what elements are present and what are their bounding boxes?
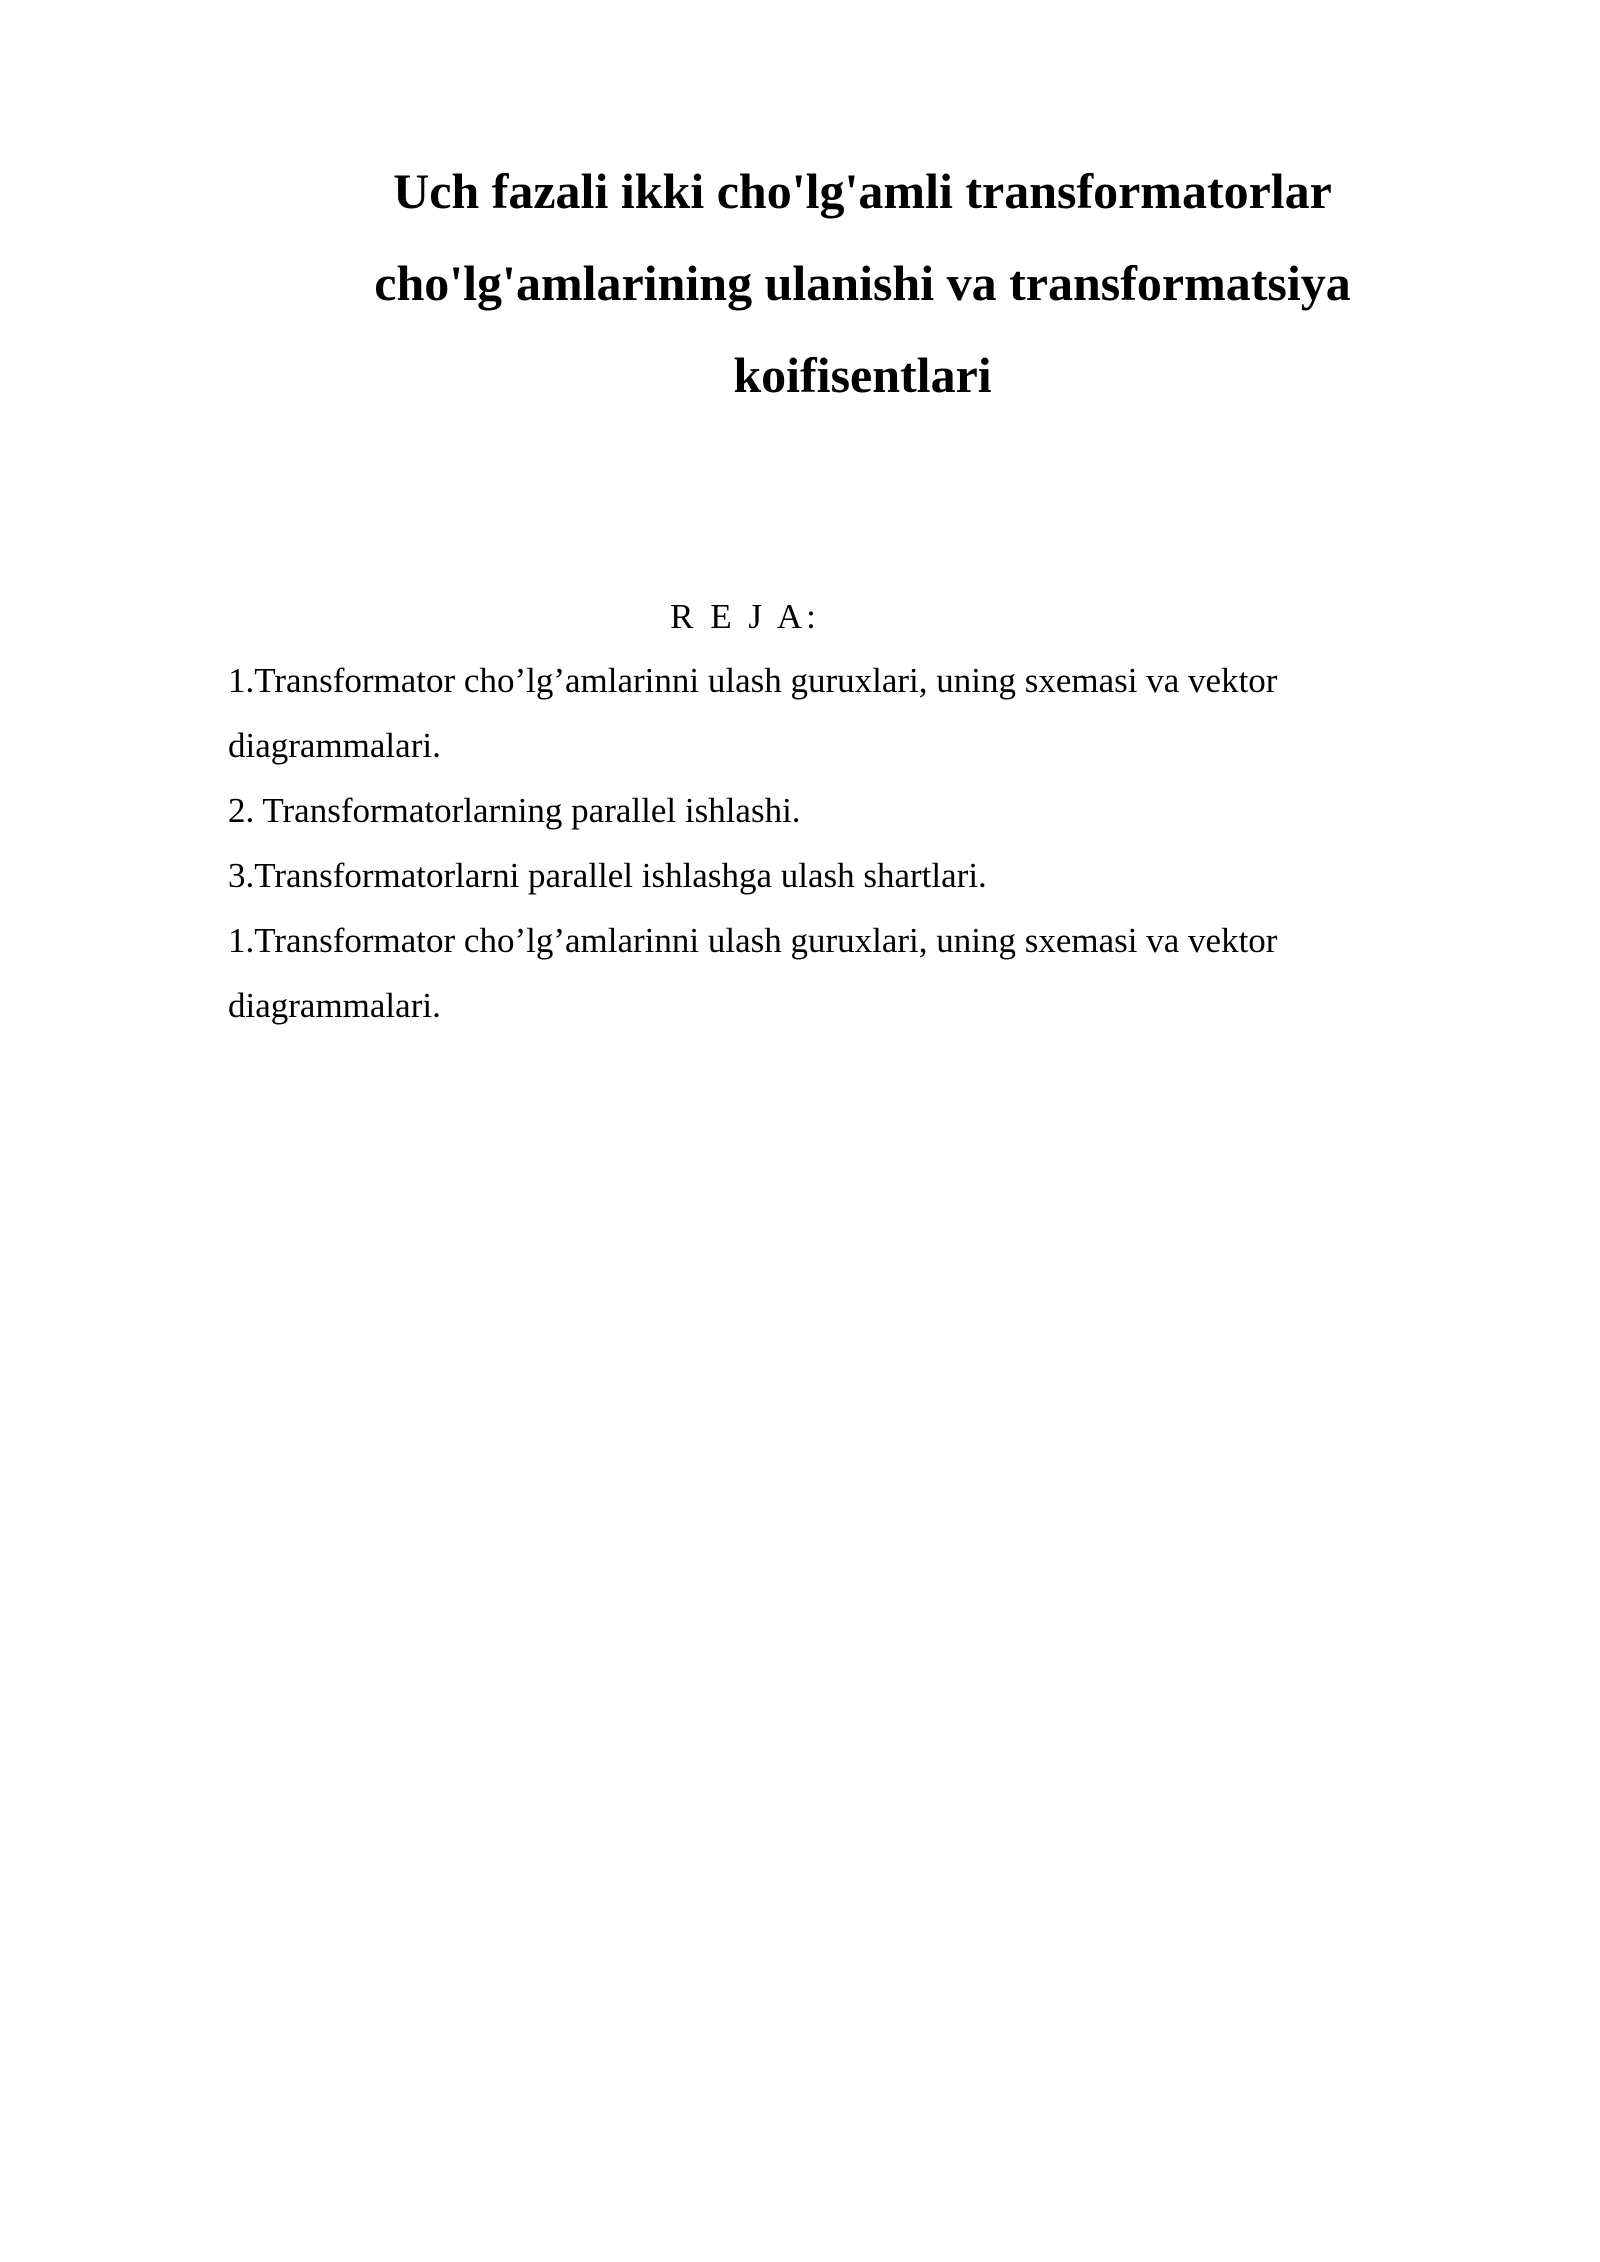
title-line-3: koifisentlari — [733, 347, 992, 403]
document-title — [330, 145, 1395, 421]
plan-item: 2. Transformatorlarning parallel ishlashi. — [228, 791, 801, 830]
plan-list — [228, 648, 1388, 1038]
title-line-1: Uch fazali ikki cho'lg'amli transformatorlar — [393, 163, 1332, 219]
plan-item: 3.Transformatorlarni parallel ishlashga ulash shartlari. — [228, 856, 987, 895]
title-line-2: cho'lg'amlarining ulanishi va transformatsiya — [374, 255, 1351, 311]
plan-item: 1.Transformator cho’lg’amlarinni ulash guruxlari, uning sxemasi va vektor diagrammalari. — [228, 661, 1278, 765]
plan-item: 1.Transformator cho’lg’amlarinni ulash guruxlari, uning sxemasi va vektor diagrammalari. — [228, 921, 1278, 1025]
plan-heading: R E J A: — [670, 597, 820, 636]
